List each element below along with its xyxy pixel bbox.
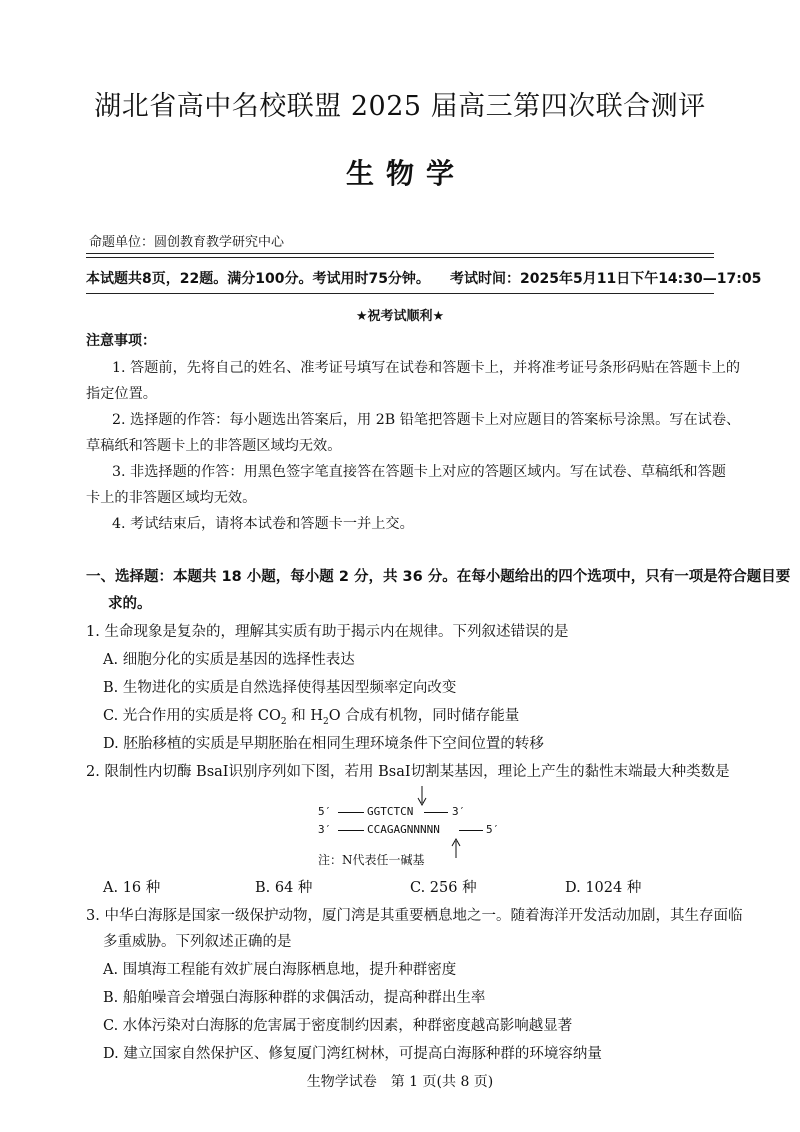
question-2-option-b: B. 64 种 <box>255 880 313 896</box>
question-3-option-a: A. 围填海工程能有效扩展白海豚栖息地，提升种群密度 <box>103 962 457 978</box>
strand-1-line-left <box>338 812 364 813</box>
strand-1-5prime: 5′ <box>318 805 332 818</box>
good-luck-banner: ★祝考试顺利★ <box>355 309 445 324</box>
question-2-option-a: A. 16 种 <box>103 880 161 896</box>
question-3-stem-cont: 多重威胁。下列叙述正确的是 <box>103 934 292 950</box>
exam-title: 湖北省高中名校联盟 2025 届高三第四次联合测评 <box>94 91 706 122</box>
section-heading: 一、选择题：本题共 18 小题，每小题 2 分，共 36 分。在每小题给出的四个选项中，只有一项是符合题目要 <box>86 569 791 585</box>
question-3-option-c: C. 水体污染对白海豚的危害属于密度制约因素，种群密度越高影响越显著 <box>103 1018 573 1034</box>
question-3-stem: 3. 中华白海豚是国家一级保护动物，厦门湾是其重要栖息地之一。随着海洋开发活动加剧，其生存面临 <box>86 908 743 924</box>
header-rule-bottom <box>86 257 714 258</box>
strand-2-5prime: 5′ <box>486 823 500 836</box>
question-2-option-c: C. 256 种 <box>410 880 477 896</box>
h2o-subscript: 2 <box>323 716 329 727</box>
question-2-stem: 2. 限制性内切酶 BsaⅠ识别序列如下图，若用 BsaⅠ切割某基因，理论上产生的黏性末端最大种类数是 <box>86 764 730 780</box>
figure-note: 注：N代表任一碱基 <box>318 853 425 867</box>
option-c-text: C. 光合作用的实质是将 CO <box>103 708 281 724</box>
strand-1-line-right <box>424 812 448 813</box>
notice-item-3: 3. 非选择题的作答：用黑色签字笔直接答在答题卡上对应的答题区域内。写在试卷、草稿纸和答题 <box>112 464 726 480</box>
notice-item-2: 2. 选择题的作答：每小题选出答案后，用 2B 铅笔把答题卡上对应题目的答案标号涂黑。写在试卷、 <box>112 412 741 428</box>
notice-item-1: 1. 答题前，先将自己的姓名、准考证号填写在试卷和答题卡上，并将准考证号条形码贴在答题卡上的 <box>112 360 741 376</box>
notice-item-4: 4. 考试结束后，请将本试卷和答题卡一并上交。 <box>112 516 414 532</box>
page-footer: 生物学试卷 第 1 页(共 8 页) <box>306 1074 494 1090</box>
question-3-option-b: B. 船舶噪音会增强白海豚种群的求偶活动，提高种群出生率 <box>103 990 486 1006</box>
strand-1-3prime: 3′ <box>452 805 466 818</box>
strand-2-line-left <box>338 830 364 831</box>
subject-title: 生物学 <box>345 157 466 190</box>
strand-2-line-right <box>459 830 483 831</box>
strand-2-3prime: 3′ <box>318 823 332 836</box>
cut-arrow-up-icon <box>450 838 462 858</box>
question-1-option-a: A. 细胞分化的实质是基因的选择性表达 <box>103 652 355 668</box>
question-2-option-d: D. 1024 种 <box>565 880 642 896</box>
notice-item-3-cont: 卡上的非答题区域均无效。 <box>86 490 257 506</box>
question-1-option-c <box>103 704 519 727</box>
notice-item-1-cont: 指定位置。 <box>86 386 157 402</box>
option-c-text-end: O 合成有机物，同时储存能量 <box>328 708 520 724</box>
option-c-text-mid: 和 H <box>286 708 323 724</box>
question-1-option-b: B. 生物进化的实质是自然选择使得基因型频率定向改变 <box>103 680 457 696</box>
strand-1-sequence: GGTCTCN <box>367 805 414 818</box>
section-heading-cont: 求的。 <box>108 596 152 612</box>
exam-info: 本试题共8页，22题。满分100分。考试用时75分钟。 <box>86 271 430 287</box>
header-rule-top <box>86 253 714 254</box>
question-3-option-d: D. 建立国家自然保护区、修复厦门湾红树林，可提高白海豚种群的环境容纳量 <box>103 1046 602 1062</box>
strand-2-sequence: CCAGAGNNNNN <box>367 823 440 836</box>
notice-heading: 注意事项： <box>86 333 156 349</box>
question-1-stem: 1. 生命现象是复杂的，理解其实质有助于揭示内在规律。下列叙述错误的是 <box>86 624 569 640</box>
cut-arrow-down-icon <box>416 786 428 806</box>
notice-item-2-cont: 草稿纸和答题卡上的非答题区域均无效。 <box>86 438 342 454</box>
question-setter: 命题单位：圆创教育教学研究中心 <box>89 235 285 250</box>
exam-time: 考试时间：2025年5月11日下午14:30—17:05 <box>450 271 762 287</box>
info-rule <box>86 293 714 294</box>
question-1-option-d: D. 胚胎移植的实质是早期胚胎在相同生理环境条件下空间位置的转移 <box>103 736 544 752</box>
co2-subscript: 2 <box>280 716 287 727</box>
